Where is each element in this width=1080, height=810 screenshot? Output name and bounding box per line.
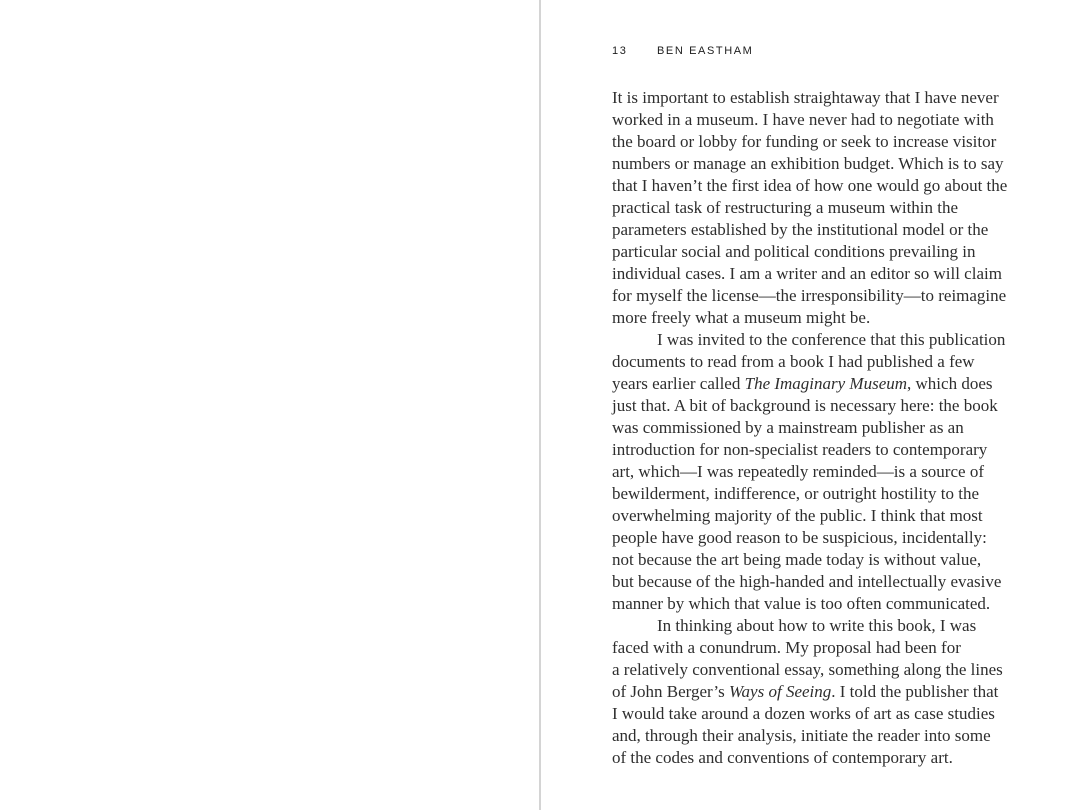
text-line: faced with a conundrum. My proposal had been for	[612, 638, 961, 657]
book-title-italic: The Imaginary Museum	[744, 374, 908, 393]
text-line: that I haven’t the first idea of how one would go about the	[612, 176, 1008, 195]
text-line: documents to read from a book I had published a few	[612, 352, 975, 371]
text-line: was commissioned by a mainstream publisher as an	[612, 418, 964, 437]
paragraph	[612, 329, 1042, 615]
text-segment: of John Berger’s	[612, 682, 729, 701]
text-line: I was invited to the conference that this publication	[657, 330, 1006, 349]
text-line: particular social and political conditions prevailing in	[612, 242, 976, 261]
text-line: introduction for non-specialist readers to contemporary	[612, 440, 988, 459]
text-line: art, which—I was repeatedly reminded—is a source of	[612, 462, 984, 481]
text-line: not because the art being made today is without value,	[612, 550, 982, 569]
text-line: and, through their analysis, initiate the reader into some	[612, 726, 991, 745]
text-line: bewilderment, indifference, or outright hostility to the	[612, 484, 979, 503]
book-title-italic: Ways of Seeing	[728, 682, 832, 701]
text-line: more freely what a museum might be.	[612, 308, 871, 327]
text-line: of the codes and conventions of contemporary art.	[612, 748, 953, 767]
running-header	[612, 45, 753, 57]
text-line: just that. A bit of background is necessary here: the book	[612, 396, 998, 415]
text-line: a relatively conventional essay, something along the lines	[612, 660, 1003, 679]
text-line: individual cases. I am a writer and an editor so will claim	[612, 264, 1002, 283]
paragraph	[612, 87, 1042, 329]
page-text	[612, 87, 1042, 769]
text-line: I would take around a dozen works of art as case studies	[612, 704, 995, 723]
left-page-blank	[0, 0, 539, 810]
text-line: practical task of restructuring a museum within the	[612, 198, 959, 217]
text-line: parameters established by the institutional model or the	[612, 220, 989, 239]
text-line	[612, 373, 1042, 395]
page-number: 13	[612, 45, 628, 57]
text-line: the board or lobby for funding or seek to increase visitor	[612, 132, 997, 151]
paragraph	[612, 615, 1042, 769]
text-segment: , which does	[907, 374, 993, 393]
text-line: overwhelming majority of the public. I think that most	[612, 506, 983, 525]
text-segment: . I told the publisher that	[831, 682, 999, 701]
text-line	[612, 681, 1042, 703]
text-line: worked in a museum. I have never had to negotiate with	[612, 110, 994, 129]
text-line: people have good reason to be suspicious, incidentally:	[612, 528, 987, 547]
text-segment: years earlier called	[612, 374, 745, 393]
text-line: In thinking about how to write this book, I was	[657, 616, 977, 635]
text-line: but because of the high-handed and intellectually evasive	[612, 572, 1002, 591]
text-line: It is important to establish straightaway that I have never	[612, 88, 999, 107]
text-line: for myself the license—the irresponsibility—to reimagine	[612, 286, 1007, 305]
text-line: numbers or manage an exhibition budget. Which is to say	[612, 154, 1004, 173]
running-header-author: BEN EASTHAM	[657, 45, 754, 57]
text-line: manner by which that value is too often communicated.	[612, 594, 991, 613]
